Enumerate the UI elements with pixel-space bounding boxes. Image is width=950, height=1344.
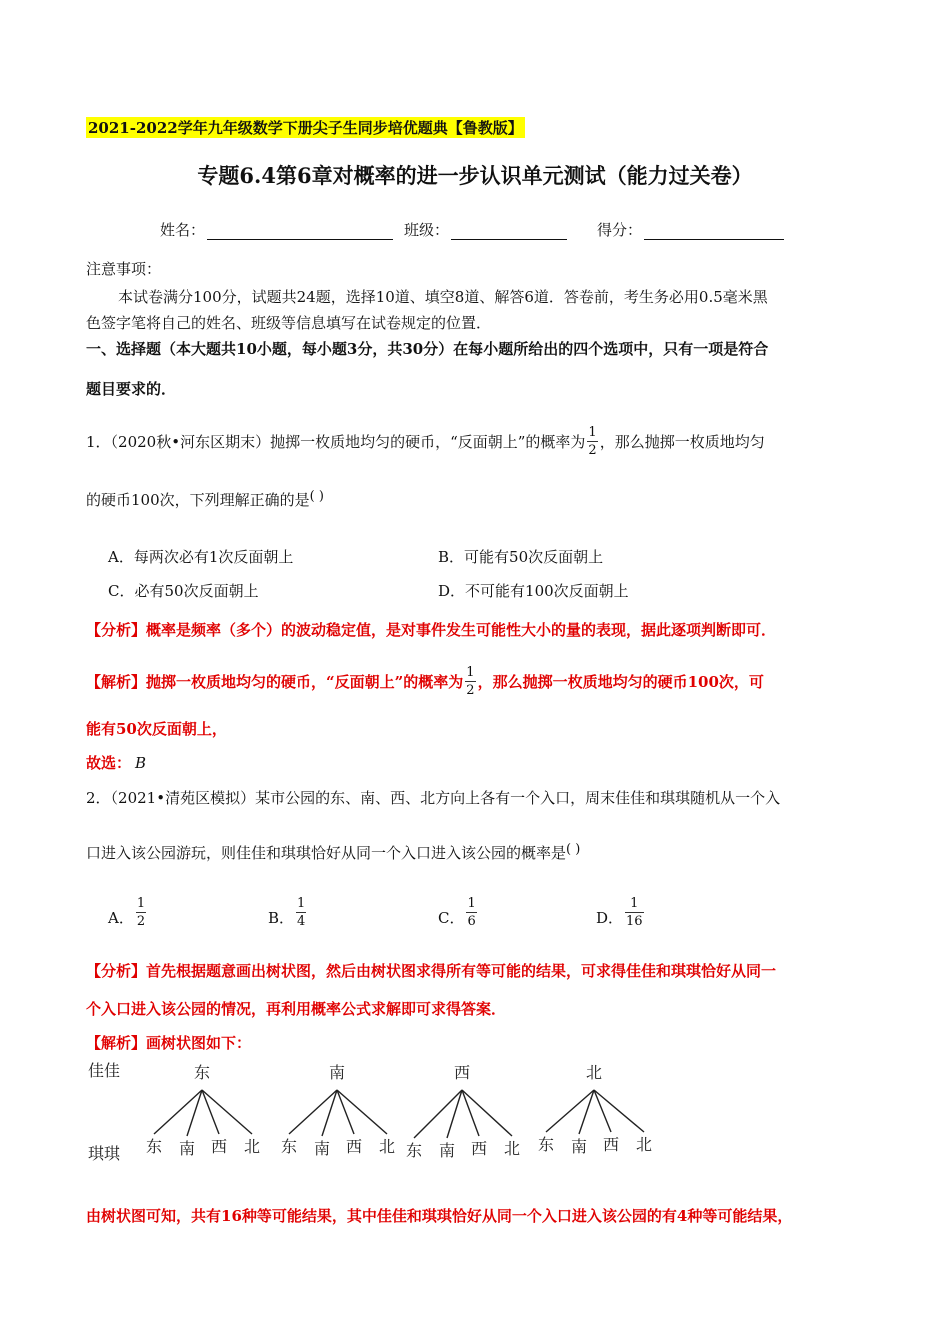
tree-leaf: 南	[178, 1139, 196, 1158]
q1-solution-fraction	[465, 666, 475, 697]
q2-option-d-label: D．	[596, 909, 624, 927]
score-blank	[644, 223, 784, 240]
q1-solution-frac-den: 2	[466, 683, 475, 698]
q1-frac-num: 1	[588, 425, 597, 440]
q1-answer-paren: ( )	[309, 489, 324, 504]
q2-answer-paren: ( )	[566, 842, 581, 857]
page-title: 专题6.4第6章对概率的进一步认识单元测试（能力过关卷）	[197, 163, 753, 188]
q1-stem-b: ，那么抛掷一枚质地均匀	[599, 433, 765, 451]
tree-leaf: 东	[280, 1137, 298, 1156]
tree-leaf: 西	[210, 1137, 228, 1156]
class-blank	[451, 223, 567, 240]
name-field	[160, 219, 393, 240]
tree-root-2: 西	[453, 1063, 471, 1082]
q1-answer-label: 故选：	[86, 754, 132, 772]
q1-stem-a: 1．（2020秋•河东区期末）抛掷一枚质地均匀的硬币，“反面朝上”的概率为	[86, 433, 586, 451]
tree-leaf: 东	[405, 1141, 423, 1160]
tree-root-0: 东	[193, 1063, 211, 1082]
q2-analysis-line-2: 个入口进入该公园的情况，再利用概率公式求解即可求得答案．	[86, 1000, 507, 1018]
tree-row2-label: 琪琪	[88, 1144, 121, 1163]
tree-leaf: 西	[602, 1135, 620, 1154]
q2-option-a-den: 2	[136, 914, 146, 929]
section-heading-line-2: 题目要求的．	[86, 380, 177, 398]
q1-solution-line-2: 能有50次反面朝上，	[86, 720, 227, 738]
q2-stem-line-1: 2．（2021•清苑区模拟）某市公园的东、南、西、北方向上各有一个入口，周末佳佳和琪琪随机从一个入	[86, 789, 781, 807]
q2-stem-line-2	[86, 842, 580, 863]
tree-row1-label: 佳佳	[88, 1061, 121, 1080]
q1-analysis	[86, 619, 776, 640]
q2-option-a-label: A．	[108, 909, 134, 927]
notice-line-1: 本试卷满分100分，试题共24题，选择10道、填空8道、解答6道．答卷前，考生务必用0.5毫米黑	[118, 288, 768, 306]
tree-leaf: 南	[313, 1139, 331, 1158]
q2-option-b	[268, 897, 308, 928]
q1-analysis-text: 概率是频率（多个）的波动稳定值，是对事件发生可能性大小的量的表现，据此逐项判断即可．	[146, 621, 777, 639]
q2-analysis-text-a: 首先根据题意画出树状图，然后由树状图求得所有等可能的结果，可求得佳佳和琪琪恰好从同一	[146, 962, 777, 980]
q1-solution-line-1	[86, 666, 764, 697]
section-heading-line-1: 一、选择题（本大题共10小题，每小题3分，共30分）在每小题所给出的四个选项中，只有一项是符合	[86, 340, 769, 358]
q2-solution-tag: 【解析】	[86, 1034, 147, 1052]
q1-stem-line-1	[86, 426, 765, 457]
q2-option-a-num: 1	[136, 896, 146, 911]
q2-option-c-label: C．	[438, 909, 465, 927]
q1-solution-frac-num: 1	[466, 665, 475, 680]
name-label: 姓名：	[160, 221, 206, 239]
q2-option-a-fraction	[136, 897, 146, 928]
q2-option-b-den: 4	[297, 914, 306, 929]
q1-option-b: B．可能有50次反面朝上	[438, 548, 604, 566]
q1-solution-tag: 【解析】	[86, 673, 147, 691]
q2-option-c-fraction	[466, 897, 476, 928]
class-label: 班级：	[404, 221, 450, 239]
q2-option-c-den: 6	[467, 914, 476, 929]
q1-frac-den: 2	[588, 443, 597, 458]
q1-solution-b: ，那么抛掷一枚质地均匀的硬币100次，可	[477, 673, 764, 691]
tree-branch	[462, 1090, 512, 1136]
tree-root-1: 南	[328, 1063, 346, 1082]
q2-analysis-tag: 【分析】	[86, 962, 147, 980]
score-label: 得分：	[597, 221, 643, 239]
tree-leaf: 西	[470, 1139, 488, 1158]
q1-fraction	[587, 426, 597, 457]
series-title: 2021-2022学年九年级数学下册尖子生同步培优题典【鲁教版】	[88, 119, 523, 137]
class-field	[404, 219, 567, 240]
q1-stem-line-2	[86, 489, 324, 510]
tree-branch	[202, 1090, 252, 1134]
tree-leaf: 南	[570, 1137, 588, 1156]
q2-option-d-fraction	[625, 897, 644, 928]
q2-analysis-line-1	[86, 960, 776, 981]
q1-solution-a: 抛掷一枚质地均匀的硬币，“反面朝上”的概率为	[146, 673, 464, 691]
tree-leaf: 东	[145, 1137, 163, 1156]
tree-leaf: 东	[537, 1135, 555, 1154]
notice-heading: 注意事项：	[86, 260, 162, 278]
tree-leaf: 北	[378, 1137, 396, 1156]
tree-root-3: 北	[585, 1063, 603, 1082]
q1-answer-value: B	[135, 754, 147, 772]
q1-option-a: A．每两次必有1次反面朝上	[108, 548, 294, 566]
tree-leaf: 北	[243, 1137, 261, 1156]
tree-diagram	[80, 1056, 680, 1171]
tree-leaf: 北	[503, 1139, 521, 1158]
q2-option-d	[596, 897, 646, 928]
tree-leaf: 南	[438, 1141, 456, 1160]
q1-analysis-tag: 【分析】	[86, 621, 147, 639]
q2-option-d-den: 16	[626, 914, 643, 929]
q2-option-b-num: 1	[297, 896, 306, 911]
q2-option-b-label: B．	[268, 909, 295, 927]
q2-stem-b: 口进入该公园游玩，则佳佳和琪琪恰好从同一个入口进入该公园的概率是	[86, 844, 567, 862]
notice-line-2: 色签字笔将自己的姓名、班级等信息填写在试卷规定的位置．	[86, 314, 492, 332]
tree-leaf: 北	[635, 1135, 653, 1154]
tree-leaf: 西	[345, 1137, 363, 1156]
q2-option-d-num: 1	[630, 896, 639, 911]
q2-option-c	[438, 897, 479, 928]
tree-branch	[337, 1090, 387, 1134]
q1-option-d: D．不可能有100次反面朝上	[438, 582, 629, 600]
q2-solution-line	[86, 1032, 251, 1053]
q1-option-c: C．必有50次反面朝上	[108, 582, 259, 600]
q2-solution-text: 画树状图如下：	[146, 1034, 252, 1052]
q1-answer-line	[86, 752, 146, 773]
q2-option-b-fraction	[296, 897, 306, 928]
tree-branch	[594, 1090, 644, 1132]
q2-option-a	[108, 897, 148, 928]
q2-option-c-num: 1	[467, 896, 476, 911]
name-blank	[207, 223, 393, 240]
score-field	[597, 219, 784, 240]
q1-stem-c: 的硬币100次，下列理解正确的是	[86, 491, 310, 509]
q2-conclusion: 由树状图可知，共有16种等可能结果，其中佳佳和琪琪恰好从同一个入口进入该公园的有4种等可能结果，	[86, 1207, 793, 1225]
